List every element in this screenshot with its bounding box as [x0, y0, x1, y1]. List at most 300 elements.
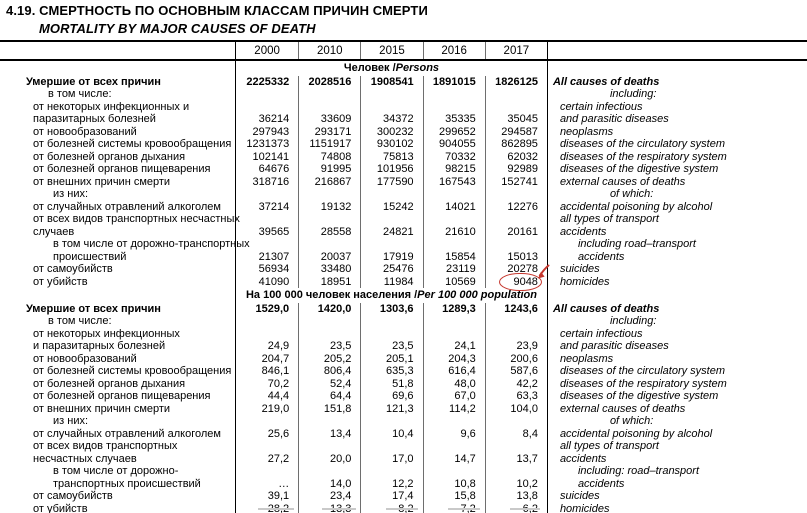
value-cell: [236, 126, 298, 139]
value-cell: [423, 238, 485, 263]
row-label-ru: [0, 151, 236, 164]
value-cell: [485, 465, 547, 490]
table-row: [0, 428, 807, 441]
value-text: 23119: [445, 263, 476, 275]
row-label-ru: [0, 328, 236, 353]
row-label-en-line: including:: [609, 88, 657, 100]
row-label-en: [547, 176, 807, 189]
value-text: 930102: [376, 138, 414, 150]
row-label-en: [547, 263, 807, 276]
row-label-ru-line: от болезней органов дыхания: [33, 377, 186, 390]
value-text: 20161: [507, 225, 538, 238]
row-label-en: [547, 328, 807, 353]
value-text: 299652: [439, 125, 476, 138]
value-cell: [236, 76, 298, 89]
value-cell: [423, 188, 485, 201]
row-label-ru-line: Умершие от всех причин: [26, 302, 161, 315]
value-text: 24821: [382, 225, 414, 238]
row-label-ru: [0, 490, 236, 503]
value-cell: [360, 76, 422, 89]
value-cell: [298, 88, 360, 101]
value-cell: [236, 403, 298, 416]
value-text: 12276: [507, 200, 538, 213]
value-cell: [423, 138, 485, 151]
value-cell: [360, 403, 422, 416]
value-cell: [423, 403, 485, 416]
value-text: 1529,0: [255, 302, 290, 315]
value-cell: [236, 188, 298, 201]
value-text: 806,4: [323, 365, 352, 377]
value-cell: [360, 176, 422, 189]
value-text: 27,2: [267, 452, 290, 465]
value-cell: [236, 465, 298, 490]
value-cell: [423, 263, 485, 276]
section-subheader: [236, 61, 547, 76]
row-label-en-line: including: road–transport: [577, 465, 700, 477]
row-label-ru-line: от случайных отравлений алкоголем: [33, 427, 221, 440]
value-cell: [423, 353, 485, 366]
table-row: [0, 378, 807, 391]
row-label-ru: [0, 303, 236, 316]
row-label-ru: [0, 315, 236, 328]
value-cell: [360, 303, 422, 316]
value-cell: [298, 263, 360, 276]
row-label-en: [547, 503, 807, 513]
value-cell: [423, 465, 485, 490]
value-cell: [360, 378, 422, 391]
row-label-en: [547, 315, 807, 328]
value-cell: [423, 126, 485, 139]
value-cell: [236, 263, 298, 276]
table-row: [0, 390, 807, 403]
row-label-ru-line: случаев: [33, 225, 75, 238]
table-row: [0, 315, 807, 328]
row-label-en: [547, 440, 807, 465]
row-label-en-line: including road–transport: [577, 238, 696, 250]
row-label-ru: [0, 163, 236, 176]
value-cell: [485, 315, 547, 328]
table-row: [0, 403, 807, 416]
row-label-en: [547, 365, 807, 378]
value-text: 23,9: [516, 340, 538, 352]
value-cell: [298, 428, 360, 441]
row-label-en: [547, 101, 807, 126]
value-cell: [423, 315, 485, 328]
row-label-en: [547, 163, 807, 176]
row-label-ru-line: в том числе от дорожно-: [53, 465, 179, 477]
row-label-ru-line: транспортных происшествий: [53, 477, 201, 490]
value-cell: [360, 390, 422, 403]
value-text: 20278: [507, 263, 538, 275]
row-label-ru: [0, 101, 236, 126]
value-text: 23,5: [329, 340, 352, 352]
value-cell: [298, 101, 360, 126]
row-label-en-line: diseases of the respiratory system: [559, 150, 727, 163]
value-cell: [423, 101, 485, 126]
mortality-table: [0, 40, 807, 513]
row-label-en: [547, 276, 807, 289]
value-cell: [236, 428, 298, 441]
table-row: [0, 138, 807, 151]
value-cell: [236, 238, 298, 263]
value-cell: [485, 490, 547, 503]
row-label-ru-line: в том числе:: [48, 315, 112, 327]
value-cell: [485, 238, 547, 263]
row-label-en: [547, 76, 807, 89]
value-text: 14,0: [329, 477, 352, 490]
value-cell: [423, 213, 485, 238]
row-label-ru-line: от болезней системы кровообращения: [33, 138, 232, 150]
value-cell: [236, 415, 298, 428]
value-cell: [298, 353, 360, 366]
value-cell: [485, 263, 547, 276]
row-label-ru: [0, 88, 236, 101]
row-label-en: [547, 126, 807, 139]
value-text: 205,2: [323, 352, 352, 365]
value-text: 21610: [445, 225, 476, 238]
row-label-en-line: accidents: [577, 250, 625, 263]
row-label-ru: [0, 390, 236, 403]
value-text: 24,1: [454, 340, 476, 352]
value-cell: [236, 213, 298, 238]
table-row: [0, 151, 807, 164]
value-text: 25476: [382, 263, 414, 275]
value-text: 17,4: [392, 490, 414, 502]
row-label-en: [547, 353, 807, 366]
value-text: 14,7: [454, 452, 476, 465]
value-cell: [298, 303, 360, 316]
value-text: 37214: [258, 200, 290, 213]
table-row: [0, 201, 807, 214]
value-text: 204,7: [261, 352, 290, 365]
subheader-spacer-left: [0, 288, 236, 303]
value-text: 75813: [382, 150, 414, 163]
value-cell: [360, 315, 422, 328]
value-cell: [298, 490, 360, 503]
value-text: 300232: [376, 125, 414, 138]
value-cell: [360, 201, 422, 214]
value-cell: [236, 303, 298, 316]
row-label-en-line: all types of transport: [559, 440, 659, 452]
value-text: 52,4: [329, 377, 352, 390]
row-label-en-line: certain infectious: [559, 327, 643, 340]
row-label-ru-line: от новообразований: [33, 352, 137, 365]
value-cell: [485, 76, 547, 89]
value-cell: [423, 490, 485, 503]
row-label-ru-line: от самоубийств: [33, 263, 113, 275]
value-text: 36214: [258, 113, 290, 125]
row-label-en-line: certain infectious: [559, 100, 643, 113]
row-label-ru: [0, 415, 236, 428]
value-text: 25,6: [267, 427, 290, 440]
value-cell: [360, 163, 422, 176]
value-cell: [360, 213, 422, 238]
table-row: [0, 465, 807, 490]
value-text: 2028516: [308, 75, 352, 88]
value-cell: [485, 88, 547, 101]
value-cell: [236, 328, 298, 353]
value-cell: [298, 151, 360, 164]
row-label-ru-line: от убийств: [33, 502, 88, 513]
value-cell: [298, 126, 360, 139]
row-label-en: [547, 490, 807, 503]
row-label-en: [547, 151, 807, 164]
row-label-ru: [0, 213, 240, 238]
value-cell: [298, 188, 360, 201]
value-cell: [485, 303, 547, 316]
row-label-ru-line: из них:: [53, 188, 89, 200]
row-label-en-line: All causes of deaths: [552, 302, 660, 315]
value-cell: [360, 365, 422, 378]
value-text: 11984: [383, 275, 414, 288]
value-text: 297943: [252, 125, 290, 138]
value-cell: [360, 490, 422, 503]
page-cut-artifact: [386, 508, 418, 510]
row-label-en-line: diseases of the digestive system: [559, 390, 719, 402]
value-text: 74808: [320, 150, 352, 163]
value-text: 114,2: [449, 402, 476, 415]
table-row: [0, 238, 807, 263]
table-row: [0, 303, 807, 316]
table-row: [0, 76, 807, 89]
value-text: 91995: [320, 163, 352, 175]
page-title: 4.19. СМЕРТНОСТЬ ПО ОСНОВНЫМ КЛАССАМ ПРИЧИН СМЕРТИ: [6, 3, 428, 18]
value-cell: [485, 188, 547, 201]
row-label-ru-line: от внешних причин смерти: [33, 175, 171, 188]
row-label-ru-line: паразитарных болезней: [33, 113, 156, 125]
value-text: 904055: [439, 138, 476, 150]
value-text: 1231373: [246, 138, 290, 150]
row-label-en-line: homicides: [559, 275, 610, 288]
year-header-cell: 2017: [485, 42, 547, 59]
row-label-en-line: diseases of the digestive system: [559, 163, 719, 175]
value-cell: [485, 213, 547, 238]
value-text: 1891015: [432, 75, 476, 88]
row-label-en-line: homicides: [559, 502, 610, 513]
value-text: 9048: [513, 276, 537, 289]
row-label-ru-line: Умершие от всех причин: [26, 75, 161, 88]
table-row: [0, 163, 807, 176]
value-text: 318716: [252, 175, 290, 188]
page-subtitle: MORTALITY BY MAJOR CAUSES OF DEATH: [39, 21, 316, 36]
row-label-ru-line: от некоторых инфекционных: [33, 327, 180, 340]
value-cell: [236, 353, 298, 366]
value-text: 10,4: [392, 427, 414, 440]
row-label-en-line: and parasitic diseases: [559, 340, 669, 352]
value-cell: [485, 415, 547, 428]
value-text: 35335: [445, 113, 476, 125]
value-cell: [298, 365, 360, 378]
table-row: [0, 365, 807, 378]
value-cell: [485, 428, 547, 441]
value-text: 216867: [314, 175, 352, 188]
row-label-en-line: and parasitic diseases: [559, 113, 669, 125]
value-cell: [298, 201, 360, 214]
value-text: 13,8: [516, 490, 538, 502]
value-text: 56934: [258, 263, 290, 275]
subheader-ru-label: Человек /: [343, 62, 396, 75]
row-label-en-line: external causes of deaths: [559, 175, 686, 188]
value-text: 13,4: [329, 427, 352, 440]
value-cell: [360, 263, 422, 276]
value-text: 63,3: [516, 390, 538, 402]
table-row: [0, 276, 807, 289]
value-cell: [298, 76, 360, 89]
row-label-en-line: All causes of deaths: [552, 75, 660, 88]
value-cell: [423, 328, 485, 353]
row-label-en: [547, 378, 807, 391]
value-cell: [485, 138, 547, 151]
value-cell: [485, 126, 547, 139]
value-cell: [423, 176, 485, 189]
section-subheader-row: [0, 288, 807, 303]
row-label-en: [547, 428, 807, 441]
value-cell: [423, 303, 485, 316]
row-label-ru-line: происшествий: [53, 250, 127, 263]
value-cell: [423, 163, 485, 176]
table-row: [0, 88, 807, 101]
value-text: 1151917: [309, 138, 352, 150]
value-text: 294587: [501, 125, 538, 138]
value-text: 102141: [252, 150, 290, 163]
value-cell: [360, 101, 422, 126]
value-text: 1243,6: [504, 302, 538, 315]
row-label-en-line: suicides: [559, 490, 600, 502]
value-cell: [360, 276, 422, 289]
value-cell: [423, 151, 485, 164]
value-cell: [485, 440, 547, 465]
subheader-spacer-left: [0, 61, 236, 76]
value-cell: [423, 428, 485, 441]
value-cell: [298, 328, 360, 353]
value-text: 1826125: [495, 75, 538, 88]
value-text: 12,2: [392, 477, 414, 490]
value-cell: [360, 126, 422, 139]
value-cell: [236, 440, 298, 465]
value-text: 21307: [258, 250, 290, 263]
red-arrow-annotation: [535, 264, 550, 281]
value-text: 846,1: [261, 365, 290, 377]
value-cell: [298, 163, 360, 176]
row-label-ru-line: несчастных случаев: [33, 452, 137, 465]
value-text: 15854: [445, 250, 476, 263]
row-label-en-line: diseases of the circulatory system: [559, 365, 726, 377]
value-text: 69,6: [392, 390, 414, 402]
value-cell: [423, 76, 485, 89]
value-cell: [236, 88, 298, 101]
value-text: 9,6: [460, 427, 476, 440]
row-label-en-line: accidental poisoning by alcohol: [559, 200, 713, 213]
row-label-en: [547, 138, 807, 151]
value-text: 121,3: [386, 402, 414, 415]
value-text: 8,4: [522, 427, 538, 440]
row-label-ru-line: от болезней органов пищеварения: [33, 163, 211, 175]
row-label-en: [547, 415, 807, 428]
value-cell: [298, 138, 360, 151]
row-label-en-line: external causes of deaths: [559, 402, 686, 415]
value-cell: [236, 490, 298, 503]
row-label-ru: [0, 465, 236, 490]
subheader-spacer-right: [547, 288, 807, 303]
value-cell: [298, 238, 360, 263]
value-cell: [236, 151, 298, 164]
row-label-ru-line: и паразитарных болезней: [33, 340, 166, 352]
value-cell: [298, 415, 360, 428]
value-cell: [298, 315, 360, 328]
value-cell: [236, 315, 298, 328]
year-header-spacer-left: [0, 42, 236, 59]
value-text: 33609: [320, 113, 352, 125]
value-cell: [423, 415, 485, 428]
years-header-row: [0, 42, 807, 61]
year-header-spacer-right: [547, 42, 807, 59]
row-label-ru: [0, 353, 236, 366]
value-cell: [423, 365, 485, 378]
value-text: 70,2: [267, 377, 290, 390]
subheader-en-label: Persons: [395, 62, 440, 75]
value-text: 62032: [507, 150, 538, 163]
value-text: 101956: [376, 163, 414, 175]
row-label-ru: [0, 201, 236, 214]
row-label-ru-line: от убийств: [33, 275, 88, 288]
row-label-en-line: accidents: [559, 452, 607, 465]
value-cell: [298, 176, 360, 189]
value-text: 64676: [258, 163, 290, 175]
value-cell: [485, 353, 547, 366]
value-cell: [360, 353, 422, 366]
value-text: 14021: [445, 200, 476, 213]
row-label-en: [547, 88, 807, 101]
subheader-ru-label: На 100 000 человек населения /: [245, 289, 418, 302]
value-text: 10,2: [516, 477, 538, 490]
row-label-en-line: diseases of the circulatory system: [559, 138, 726, 150]
value-text: 10569: [445, 275, 476, 288]
value-cell: [485, 163, 547, 176]
row-label-en-line: diseases of the respiratory system: [559, 377, 727, 390]
value-cell: [485, 365, 547, 378]
row-label-en: [547, 238, 807, 263]
row-label-ru-line: в том числе:: [48, 88, 112, 100]
value-cell: [360, 138, 422, 151]
value-cell: [423, 201, 485, 214]
value-text: …: [278, 477, 290, 490]
value-text: 15013: [507, 250, 538, 263]
table-row: [0, 328, 807, 353]
table-row: [0, 415, 807, 428]
table-row: [0, 126, 807, 139]
row-label-en: [547, 188, 807, 201]
value-text: 92989: [507, 163, 538, 175]
row-label-en-line: accidental poisoning by alcohol: [559, 427, 713, 440]
row-label-en-line: accidents: [559, 225, 607, 238]
value-text: 293171: [314, 125, 352, 138]
row-label-en: [547, 213, 807, 238]
value-cell: [423, 276, 485, 289]
value-text: 19132: [320, 200, 352, 213]
value-cell: [360, 428, 422, 441]
row-label-ru-line: от болезней системы кровообращения: [33, 365, 232, 377]
value-cell: [298, 213, 360, 238]
value-cell: [485, 176, 547, 189]
value-text: 48,0: [454, 377, 476, 390]
row-label-en: [547, 201, 807, 214]
row-label-en-line: including:: [609, 315, 657, 327]
value-text: 1303,6: [379, 302, 414, 315]
value-cell: [485, 390, 547, 403]
value-cell: [360, 415, 422, 428]
value-text: 35045: [507, 113, 538, 125]
year-header-cell: 2015: [360, 42, 422, 59]
